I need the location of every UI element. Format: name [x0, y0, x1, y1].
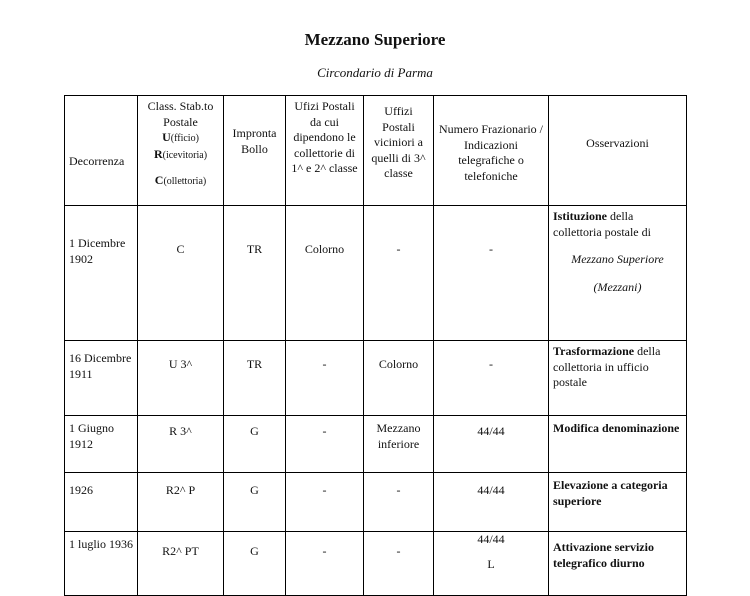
obs-bold: Modifica denominazione	[553, 421, 680, 435]
page-title: Mezzano Superiore	[304, 30, 446, 49]
table-row	[65, 532, 687, 596]
cell-vicini: Colorno	[364, 341, 434, 416]
header-decorrenza: Decorrenza	[65, 96, 138, 206]
cell-vicini: -	[364, 206, 434, 341]
cell-numero-value: 44/44	[477, 532, 505, 546]
obs-italic-place: Mezzano Superiore	[571, 252, 664, 266]
header-row	[65, 96, 687, 206]
obs-bold: Istituzione	[553, 209, 607, 223]
cell-numero: -	[434, 206, 549, 341]
cell-decorrenza: 1 Dicembre 1902	[65, 206, 138, 341]
cell-classe: R2^ PT	[138, 532, 224, 596]
header-ufizi: Ufizi Postali da cui dipendono le collettorie di 1^ e 2^ classe	[286, 96, 364, 206]
header-class-r-small: (icevitoria)	[162, 149, 208, 161]
cell-vicini: Mezzano inferiore	[364, 416, 434, 473]
cell-decorrenza: 1926	[65, 473, 138, 532]
cell-ufizi: -	[286, 473, 364, 532]
cell-osservazioni	[549, 341, 687, 416]
cell-numero	[434, 532, 549, 596]
header-class-r: R	[153, 146, 163, 161]
cell-ufizi: -	[286, 416, 364, 473]
cell-osservazioni	[549, 473, 687, 532]
table-row	[65, 473, 687, 532]
header-class-c-small: (ollettoria)	[163, 176, 207, 187]
header-class-line1: Class. Stab.to	[147, 99, 214, 113]
cell-decorrenza: 1 luglio 1936	[65, 532, 138, 596]
obs-bold: Elevazione a categoria superiore	[553, 478, 668, 508]
cell-osservazioni	[549, 416, 687, 473]
header-impronta: Impronta Bollo	[224, 96, 286, 206]
cell-osservazioni	[549, 206, 687, 341]
cell-decorrenza: 16 Dicembre 1911	[65, 341, 138, 416]
obs-italic-parent: (Mezzani)	[593, 279, 642, 294]
cell-bollo: TR	[224, 206, 286, 341]
header-osservazioni: Osservazioni	[549, 96, 687, 206]
obs-text: della collettoria in ufficio postale	[553, 344, 661, 389]
cell-decorrenza: 1 Giugno 1912	[65, 416, 138, 473]
header-class-u: U	[162, 130, 171, 144]
cell-numero-extra: L	[487, 556, 495, 571]
obs-bold: Trasformazione	[553, 344, 635, 358]
cell-osservazioni	[549, 532, 687, 596]
header-class-line2: Postale	[163, 114, 198, 129]
cell-numero: -	[434, 341, 549, 416]
cell-bollo: TR	[224, 341, 286, 416]
obs-text: della collettoria postale di	[553, 209, 651, 239]
cell-bollo: G	[224, 532, 286, 596]
page-subtitle: Circondario di Parma	[317, 65, 433, 80]
cell-ufizi: -	[286, 341, 364, 416]
cell-numero: 44/44	[434, 416, 549, 473]
cell-numero: 44/44	[434, 473, 549, 532]
header-numero: Numero Frazionario / Indicazioni telegrafiche o telefoniche	[434, 96, 549, 206]
cell-bollo: G	[224, 473, 286, 532]
cell-classe: R 3^	[138, 416, 224, 473]
header-class-u-small: (fficio)	[170, 133, 199, 144]
table-row	[65, 416, 687, 473]
cell-classe: U 3^	[138, 341, 224, 416]
history-table	[64, 95, 687, 596]
cell-classe: C	[138, 206, 224, 341]
header-uffizi-vicini: Uffizi Postali viciniori a quelli di 3^ classe	[364, 96, 434, 206]
cell-ufizi: Colorno	[286, 206, 364, 341]
header-classificazione	[138, 96, 224, 206]
table-row	[65, 206, 687, 341]
cell-vicini: -	[364, 473, 434, 532]
cell-vicini: -	[364, 532, 434, 596]
cell-bollo: G	[224, 416, 286, 473]
cell-ufizi: -	[286, 532, 364, 596]
header-class-c: C	[154, 173, 164, 187]
cell-classe: R2^ P	[138, 473, 224, 532]
obs-bold: Attivazione servizio telegrafico diurno	[553, 540, 654, 570]
table-row	[65, 341, 687, 416]
